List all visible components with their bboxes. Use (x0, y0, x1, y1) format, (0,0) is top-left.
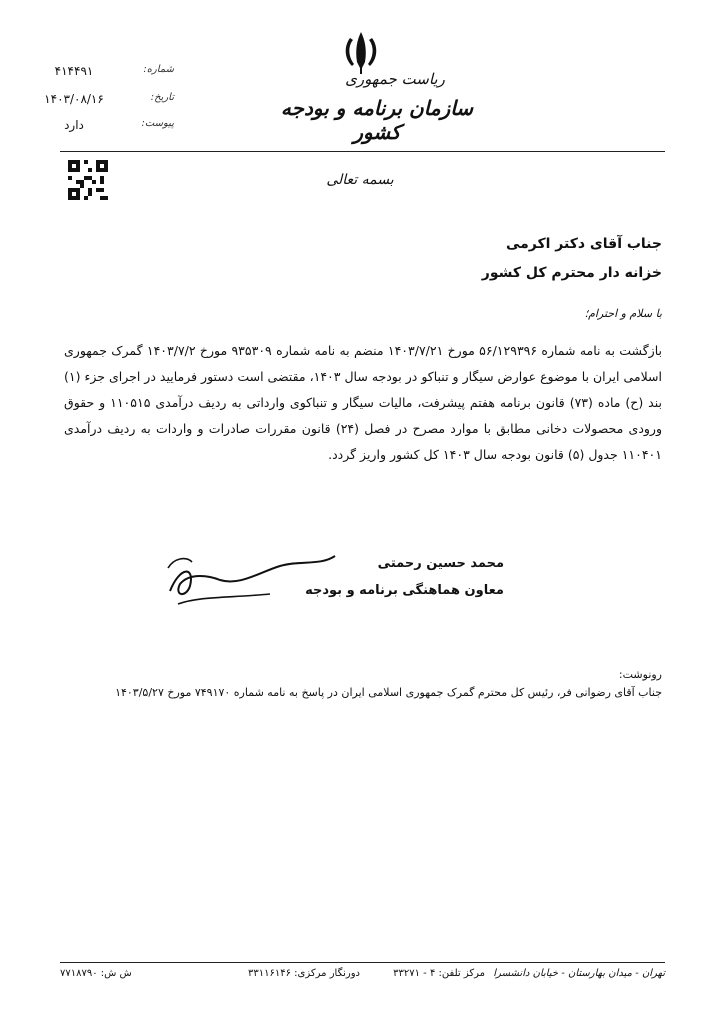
organization-title: سازمان برنامه و بودجه کشور (280, 96, 474, 144)
cc-label: رونوشت: (618, 668, 662, 681)
letter-body: بازگشت به نامه شماره ۵۶/۱۲۹۳۹۶ مورخ ۱۴۰۳/۷/۲۱ منضم به نامه شماره ۹۳۵۳۰۹ مورخ ۱۴۰۳/۷/۲ گمرک جمهوری اسلامی ایران با موضوع عوارض سیگار و تنباکو در بودجه سال ۱۴۰۳، مقتضی است دستور فرمایید در اجرای جزء (۱) بند (ح) ماده (۷۳) قانون برنامه هفتم پیشرفت، مالیات سیگار و تنباکوی وارداتی به ردیف درآمدی ۱۱۰۵۱۵ و حقوق ورودی محصولات دخانی مطابق با موارد مصرح در فصل (۲۴) قانون مقررات صادرات و واردات به ردیف درآمدی ۱۱۰۴۰۱ جدول (۵) قانون بودجه سال ۱۴۰۳ کل کشور واریز گردد. (64, 343, 663, 462)
letter-number-value: ۴۱۴۴۹۱ (54, 64, 94, 78)
attachment-row (34, 118, 174, 136)
recipient-name: جناب آقای دکتر اکرمی (505, 236, 662, 252)
signatory-name: محمد حسین رحمتی (377, 556, 504, 571)
letter-number-row (34, 64, 174, 82)
presidency-title: ریاست جمهوری (345, 70, 445, 88)
footer-postal-code: ش ش: ۷۷۱۸۷۹۰ (60, 968, 132, 979)
signatory-title: معاون هماهنگی برنامه و بودجه (305, 583, 504, 598)
iran-emblem-icon (340, 28, 382, 76)
letter-date-value: ۱۴۰۳/۰۸/۱۶ (44, 92, 104, 106)
cc-text: جناب آقای رضوانی فر، رئیس کل محترم گمرک جمهوری اسلامی ایران در پاسخ به نامه شماره ۷۴۹۱۷۰ مورخ ۱۴۰۳/۵/۲۷ (115, 686, 662, 699)
greeting: با سلام و احترام؛ (584, 307, 662, 320)
recipient-title: خزانه دار محترم کل کشور (481, 265, 662, 281)
footer-address: تهران - میدان بهارستان - خیابان دانشسرا (493, 968, 665, 979)
footer-fax: دورنگار مرکزی: ۳۳۱۱۶۱۴۶ (248, 968, 360, 979)
attachment-value: دارد (64, 118, 84, 132)
header-divider (60, 151, 665, 152)
footer-divider (60, 962, 665, 963)
letter-number-label: شماره: (143, 64, 174, 75)
letter-date-label: تاریخ: (150, 92, 174, 103)
qr-code-icon (68, 160, 108, 200)
footer (60, 968, 665, 990)
footer-telephone: مرکز تلفن: ۴ - ۳۳۲۷۱ (393, 968, 485, 979)
besmeh-heading: بسمه تعالی (326, 172, 394, 188)
handwritten-signature (150, 536, 350, 616)
attachment-label: پیوست: (141, 118, 174, 129)
letter-date-row (34, 92, 174, 110)
